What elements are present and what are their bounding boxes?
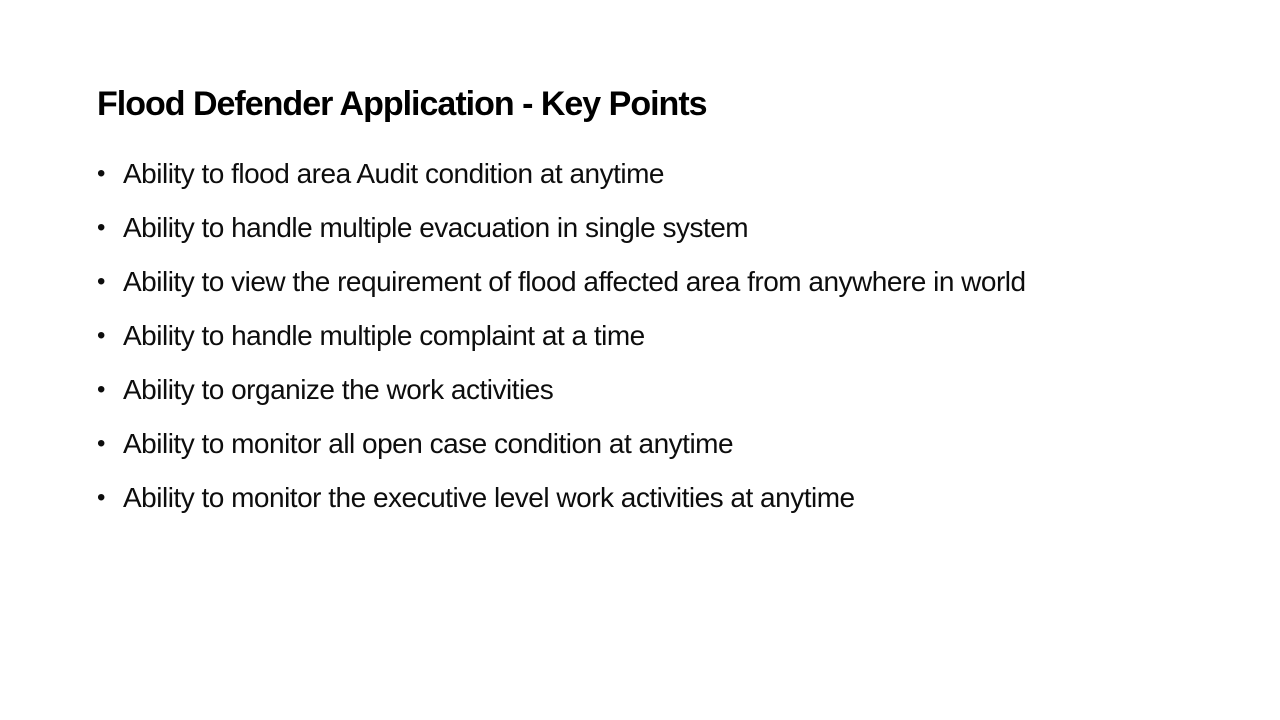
bullet-item xyxy=(97,424,1197,464)
bullet-icon: • xyxy=(97,214,105,241)
bullet-list xyxy=(97,154,1197,518)
bullet-icon: • xyxy=(97,430,105,457)
bullet-text: Ability to monitor all open case condition at anytime xyxy=(123,428,734,459)
bullet-item xyxy=(97,478,1197,518)
bullet-text: Ability to view the requirement of flood affected area from anywhere in world xyxy=(123,266,1026,297)
bullet-icon: • xyxy=(97,160,105,187)
bullet-icon: • xyxy=(97,484,105,511)
bullet-text: Ability to organize the work activities xyxy=(123,374,554,405)
bullet-text: Ability to handle multiple complaint at a time xyxy=(123,320,645,351)
bullet-icon: • xyxy=(97,322,105,349)
bullet-item xyxy=(97,154,1197,194)
slide-title: Flood Defender Application - Key Points xyxy=(97,85,707,123)
bullet-item xyxy=(97,370,1197,410)
bullet-text: Ability to flood area Audit condition at anytime xyxy=(123,158,665,189)
bullet-item xyxy=(97,316,1197,356)
bullet-text: Ability to monitor the executive level work activities at anytime xyxy=(123,482,855,513)
bullet-text: Ability to handle multiple evacuation in single system xyxy=(123,212,749,243)
bullet-item xyxy=(97,262,1197,302)
bullet-icon: • xyxy=(97,376,105,403)
bullet-icon: • xyxy=(97,268,105,295)
bullet-item xyxy=(97,208,1197,248)
